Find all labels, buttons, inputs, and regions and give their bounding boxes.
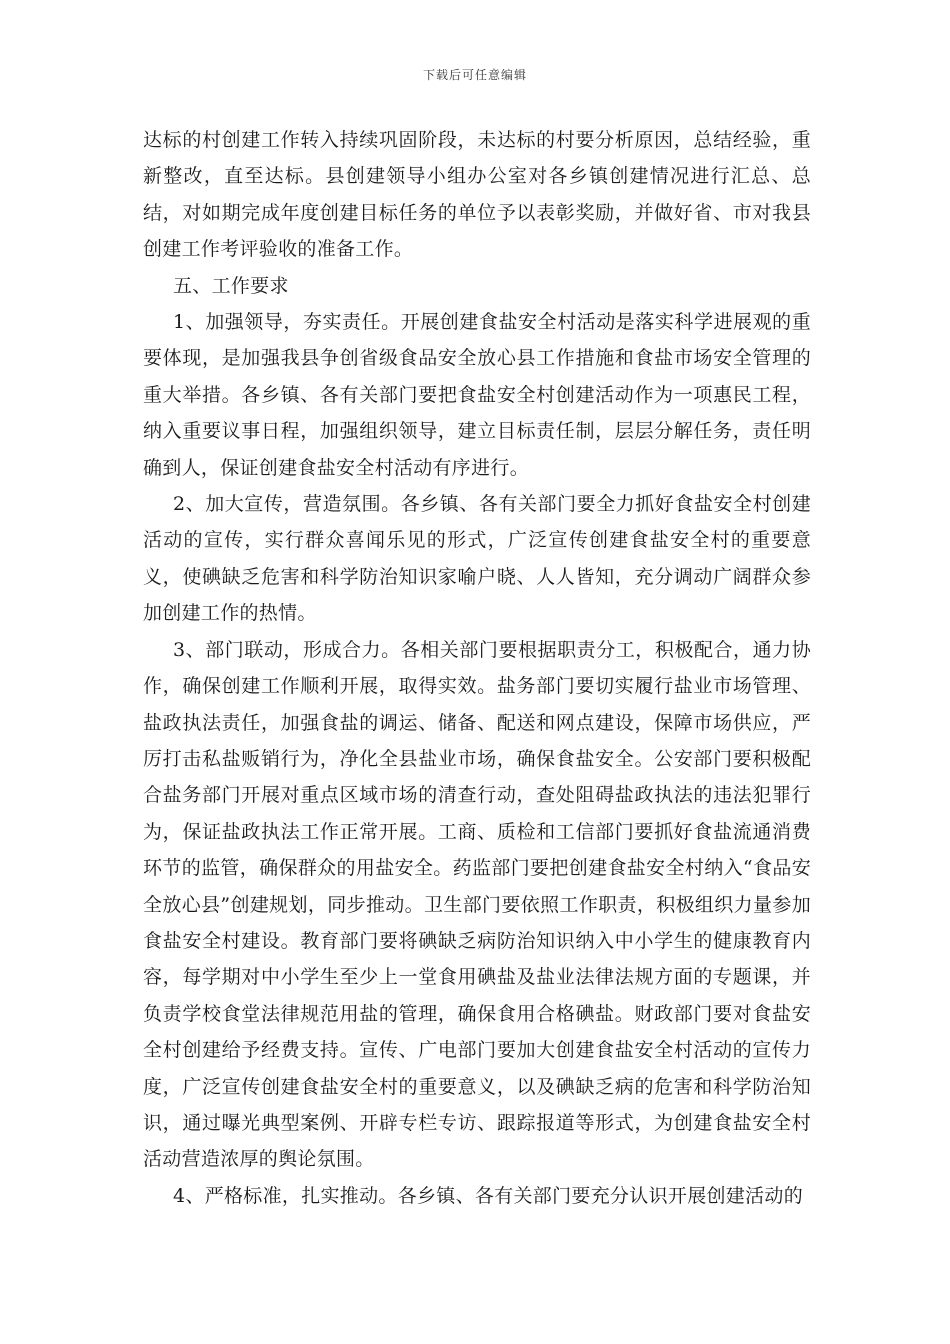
document-body (143, 122, 811, 1214)
paragraph-item-3: 3、部门联动，形成合力。各相关部门要根据职责分工，积极配合，通力协作，确保创建工作顺利开展，取得实效。盐务部门要切实履行盐业市场管理、盐政执法责任，加强食盐的调运、储备、配送和网点建设，保障市场供应，严厉打击私盐贩销行为，净化全县盐业市场，确保食盐安全。公安部门要积极配合盐务部门开展对重点区域市场的清查行动，查处阻碍盐政执法的违法犯罪行为，保证盐政执法工作正常开展。工商、质检和工信部门要抓好食盐流通消费环节的监管，确保群众的用盐安全。药监部门要把创建食盐安全村纳入“食品安全放心县”创建规划，同步推动。卫生部门要依照工作职责，积极组织力量参加食盐安全村建设。教育部门要将碘缺乏病防治知识纳入中小学生的健康教育内容，每学期对中小学生至少上一堂食用碘盐及盐业法律法规方面的专题课，并负责学校食堂法律规范用盐的管理，确保食用合格碘盐。财政部门要对食盐安全村创建给予经费支持。宣传、广电部门要加大创建食盐安全村活动的宣传力度，广泛宣传创建食盐安全村的重要意义，以及碘缺乏病的危害和科学防治知识，通过曝光典型案例、开辟专栏专访、跟踪报道等形式，为创建食盐安全村活动营造浓厚的舆论氛围。 (143, 638, 811, 1171)
header-note: 下载后可任意编辑 (422, 68, 527, 82)
section-heading-work-requirements: 五、工作要求 (173, 274, 289, 297)
paragraph-item-2: 2、加大宣传，营造氛围。各乡镇、各有关部门要全力抓好食盐安全村创建活动的宣传，实行群众喜闻乐见的形式，广泛宣传创建食盐安全村的重要意义，使碘缺乏危害和科学防治知识家喻户晓、人人皆知，充分调动广阔群众参加创建工作的热情。 (143, 493, 811, 625)
paragraph-item-1: 1、加强领导，夯实责任。开展创建食盐安全村活动是落实科学进展观的重要体现，是加强我县争创省级食品安全放心县工作措施和食盐市场安全管理的重大举措。各乡镇、各有关部门要把食盐安全村创建活动作为一项惠民工程，纳入重要议事日程，加强组织领导，建立目标责任制，层层分解任务，责任明确到人，保证创建食盐安全村活动有序进行。 (143, 311, 811, 479)
paragraph-continuation: 达标的村创建工作转入持续巩固阶段，未达标的村要分析原因，总结经验，重新整改，直至达标。县创建领导小组办公室对各乡镇创建情况进行汇总、总结，对如期完成年度创建目标任务的单位予以表彰奖励，并做好省、市对我县创建工作考评验收的准备工作。 (143, 129, 811, 261)
paragraph-item-4: 4、严格标准，扎实推动。各乡镇、各有关部门要充分认识开展创建活动的 (173, 1184, 803, 1207)
